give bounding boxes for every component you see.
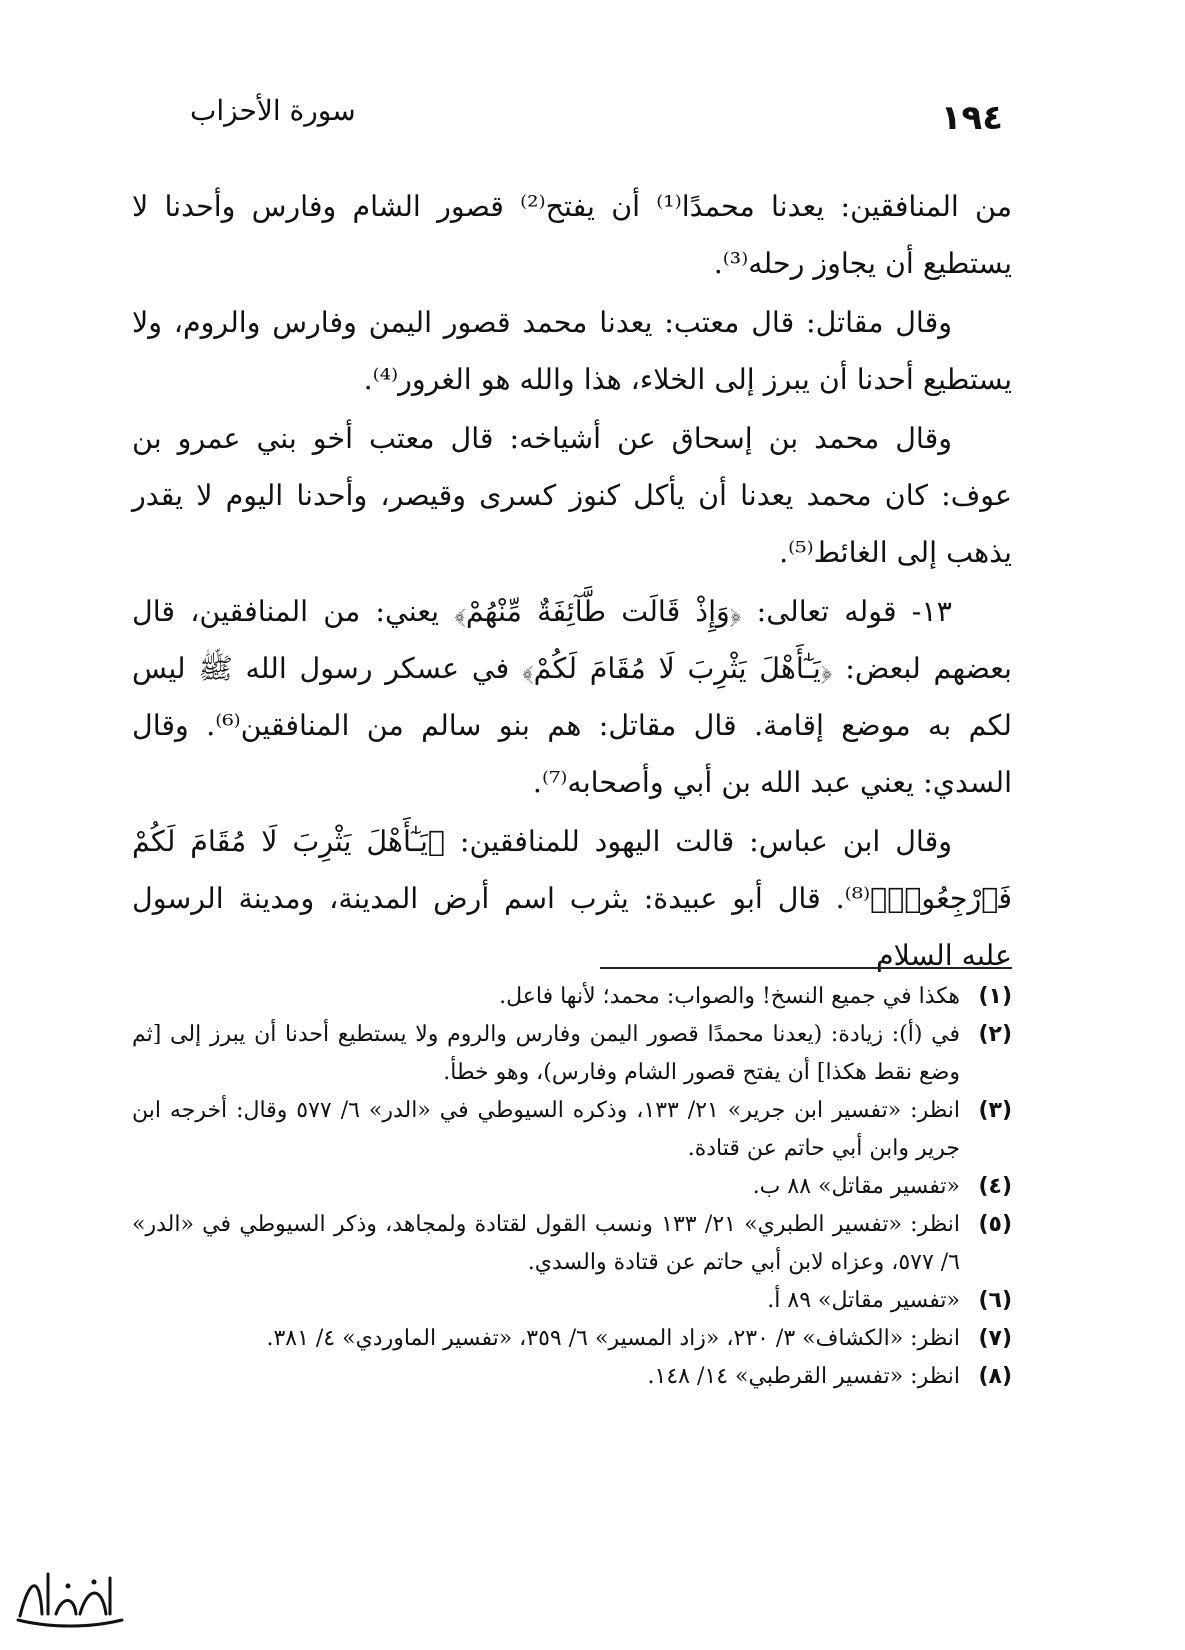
- paragraph: وقال مقاتل: قال معتب: يعدنا محمد قصور اليمن وفارس والروم، ولا يستطيع أحدنا أن يبرز إلى الخلاء، هذا والله هو الغرور⁽⁴⁾.: [132, 306, 1012, 396]
- footnote: [132, 1206, 1012, 1282]
- paragraph: وقال ابن عباس: قالت اليهود للمنافقين: ﴿يَـٰٓأَهْلَ يَثْرِبَ لَا مُقَامَ لَكُمْ فَٱرْجِعُوا۟﴾⁽⁸⁾. قال أبو عبيدة: يثرب اسم أرض المدينة، ومدينة الرسول عليه السلام: [132, 825, 1012, 972]
- footnote-text: هكذا في جميع النسخ! والصواب: محمد؛ لأنها فاعل.: [499, 984, 960, 1009]
- footnote: [132, 1320, 1012, 1358]
- footnote-text: «تفسير مقاتل» ٨٩ أ.: [767, 1288, 960, 1313]
- footnote: [132, 1168, 1012, 1206]
- footnote-number: (٢): [978, 1022, 1012, 1047]
- footnote-number: (٨): [978, 1364, 1012, 1389]
- footnote-divider: [600, 967, 1012, 969]
- main-text: [132, 178, 1012, 986]
- calligraphy-stamp-logo: [10, 1556, 130, 1636]
- footnote-text: انظر: «تفسير ابن جرير» ٢١/ ١٣٣، وذكره السيوطي في «الدر» ٦/ ٥٧٧ وقال: أخرجه ابن جرير وابن أبي حاتم عن قتادة.: [132, 1098, 960, 1161]
- footnote: [132, 1358, 1012, 1396]
- footnote-text: «تفسير مقاتل» ٨٨ ب.: [752, 1174, 960, 1199]
- paragraph: ١٣- قوله تعالى: ﴿وَإِذْ قَالَت طَّآئِفَةٌ مِّنْهُمْ﴾ يعني: من المنافقين، قال بعضهم لبعض: ﴿يَـٰٓأَهْلَ يَثْرِبَ لَا مُقَامَ لَكُمْ﴾ في عسكر رسول الله ﷺ ليس لكم به موضع إقامة. قال مقاتل: هم بنو سالم من المنافقين⁽⁶⁾. وقال السدي: يعني عبد الله بن أبي وأصحابه⁽⁷⁾.: [132, 595, 1012, 799]
- footnote-text: انظر: «الكشاف» ٣/ ٢٣٠، «زاد المسير» ٦/ ٣٥٩، «تفسير الماوردي» ٤/ ٣٨١.: [266, 1326, 960, 1351]
- page-number: ١٩٤: [940, 98, 1003, 138]
- footnote: [132, 1016, 1012, 1092]
- footnote: [132, 978, 1012, 1016]
- footnote-number: (٦): [978, 1288, 1012, 1313]
- footnote-text: انظر: «تفسير القرطبي» ١٤/ ١٤٨.: [647, 1364, 960, 1389]
- footnote-number: (٧): [978, 1326, 1012, 1351]
- footnote: [132, 1092, 1012, 1168]
- surah-title: سورة الأحزاب: [190, 94, 356, 127]
- footnote-number: (٣): [978, 1098, 1012, 1123]
- footnote-text: في (أ): زيادة: (يعدنا محمدًا قصور اليمن وفارس والروم ولا يستطيع أحدنا أن يبرز إلى [ثم وضع نقط هكذا] أن يفتح قصور الشام وفارس)، وهو خطأ.: [132, 1022, 960, 1085]
- footnote: [132, 1282, 1012, 1320]
- footnotes: [132, 978, 1012, 1396]
- paragraph: وقال محمد بن إسحاق عن أشياخه: قال معتب أخو بني عمرو بن عوف: كان محمد يعدنا أن يأكل كنوز كسرى وقيصر، وأحدنا اليوم لا يقدر يذهب إلى الغائط⁽⁵⁾.: [132, 422, 1012, 569]
- page-header: [190, 92, 1003, 152]
- footnote-number: (٥): [978, 1212, 1012, 1237]
- paragraph: من المنافقين: يعدنا محمدًا⁽¹⁾ أن يفتح⁽²⁾ قصور الشام وفارس وأحدنا لا يستطيع أن يجاوز رحله⁽³⁾.: [132, 190, 1013, 280]
- footnote-number: (٤): [978, 1174, 1012, 1199]
- footnote-text: انظر: «تفسير الطبري» ٢١/ ١٣٣ ونسب القول لقتادة ولمجاهد، وذكر السيوطي في «الدر» ٦/ ٥٧٧، وعزاه لابن أبي حاتم عن قتادة والسدي.: [132, 1212, 961, 1275]
- footnote-number: (١): [978, 984, 1012, 1009]
